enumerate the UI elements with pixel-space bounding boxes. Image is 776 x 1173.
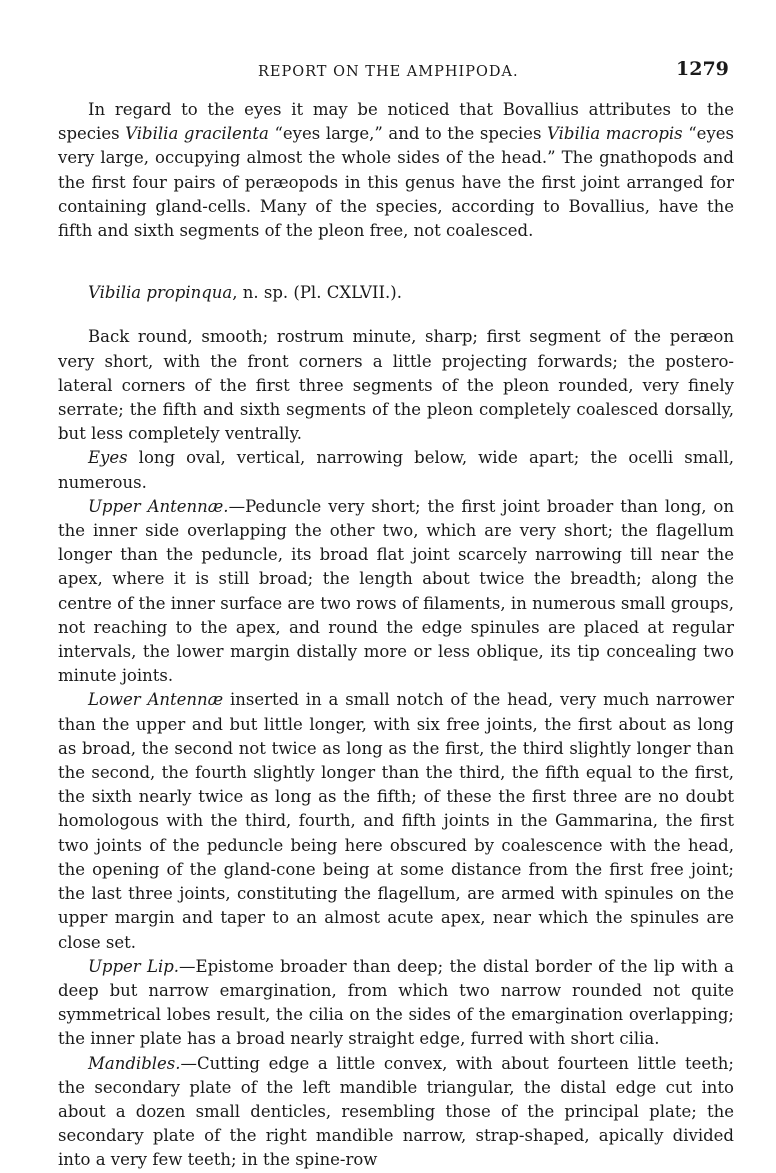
intro-text-2: “eyes large,” and to the species (268, 124, 548, 144)
text-lower-antennae: inserted in a small notch of the head, very much narrower than the upper and but little longer, with six free joints, the first about as long as broad, the second not twice as long as the first, the third slightly longer than the second, the fourth slightly longer than the third, the fifth equal to the first, the sixth nearly twice as long as the fifth; of these the first three are no doubt homologous with the third, fourth, and fifth joints in the Gammarina, the first two joints of the peduncle being here obscured by coalescence with the head, the opening of the gland-cone being at some distance from the first free joint; the last three joints, constituting the flagellum, are armed with spinules on the upper margin and taper to an almost acute apex, near which the spinules are close set. (58, 690, 734, 952)
paragraph-back: Back round, smooth; rostrum minute, sharp; first segment of the peræon very short, with the front corners a little projecting forwards; the postero-lateral corners of the first three segments of the pleon rounded, very finely serrate; the fifth and sixth segments of the pleon completely coalesced dorsally, but less completely ventrally. (58, 327, 734, 444)
paragraph-mandibles (58, 1052, 734, 1173)
paragraph-eyes (58, 446, 734, 494)
page-number: 1279 (676, 58, 729, 80)
term-upper-antennae: Upper Antennæ. (88, 496, 229, 516)
term-mandibles: Mandibles. (88, 1053, 181, 1073)
intro-text-1: In regard to the eyes it may be noticed that Bovallius attributes to the species (58, 100, 734, 144)
body-text (58, 98, 734, 1173)
text-eyes: long oval, vertical, narrowing below, wide apart; the ocelli small, numerous. (58, 448, 734, 492)
species-heading (58, 281, 734, 305)
paragraph-upper-lip (58, 955, 734, 1052)
intro-text-3: “eyes very large, occupying almost the whole sides of the head.” The gnathopods and the first four pairs of peræopods in this genus have the first joint arranged for containing gland-cells. Many of the species, according to Bovallius, have the fifth and sixth segments of the pleon free, not coalesced. (58, 124, 735, 241)
species-heading-rest: , n. sp. (Pl. CXLVII.). (232, 283, 402, 303)
species-name-gracilenta: Vibilia gracilenta (125, 124, 269, 144)
species-heading-name: Vibilia propinqua (88, 283, 233, 303)
term-eyes: Eyes (88, 448, 128, 468)
intro-paragraph (58, 98, 734, 243)
text-upper-lip: —Epistome broader than deep; the distal border of the lip with a deep but narrow emargination, from which two narrow rounded not quite symmetrical lobes result, the cilia on the sides of the emargination overlapping; the inner plate has a broad nearly straight edge, furred with short cilia. (58, 956, 734, 1049)
text-mandibles: —Cutting edge a little convex, with about fourteen little teeth; the secondary plate of the left mandible triangular, the distal edge cut into about a dozen small denticles, resembling those of the principal plate; the secondary plate of the right mandible narrow, strap-shaped, apically divided into a very few teeth; in the spine-row (58, 1053, 734, 1170)
paragraph-lower-antennae (58, 688, 734, 954)
running-title: REPORT ON THE AMPHIPODA. (258, 64, 519, 80)
species-name-macropis: Vibilia macropis (547, 124, 683, 144)
page-header (0, 58, 776, 84)
term-upper-lip: Upper Lip. (88, 956, 180, 976)
term-lower-antennae: Lower Antennæ (88, 690, 224, 710)
paragraph-upper-antennae (58, 495, 734, 689)
text-upper-antennae: —Peduncle very short; the first joint broader than long, on the inner side overlapping the other two, which are very short; the flagellum longer than the peduncle, its broad flat joint scarcely narrowing till near the apex, where it is still broad; the length about twice the breadth; along the centre of the inner surface are two rows of filaments, in numerous small groups, not reaching to the apex, and round the edge spinules are placed at regular intervals, the lower margin distally more or less oblique, its tip concealing two minute joints. (58, 496, 734, 686)
